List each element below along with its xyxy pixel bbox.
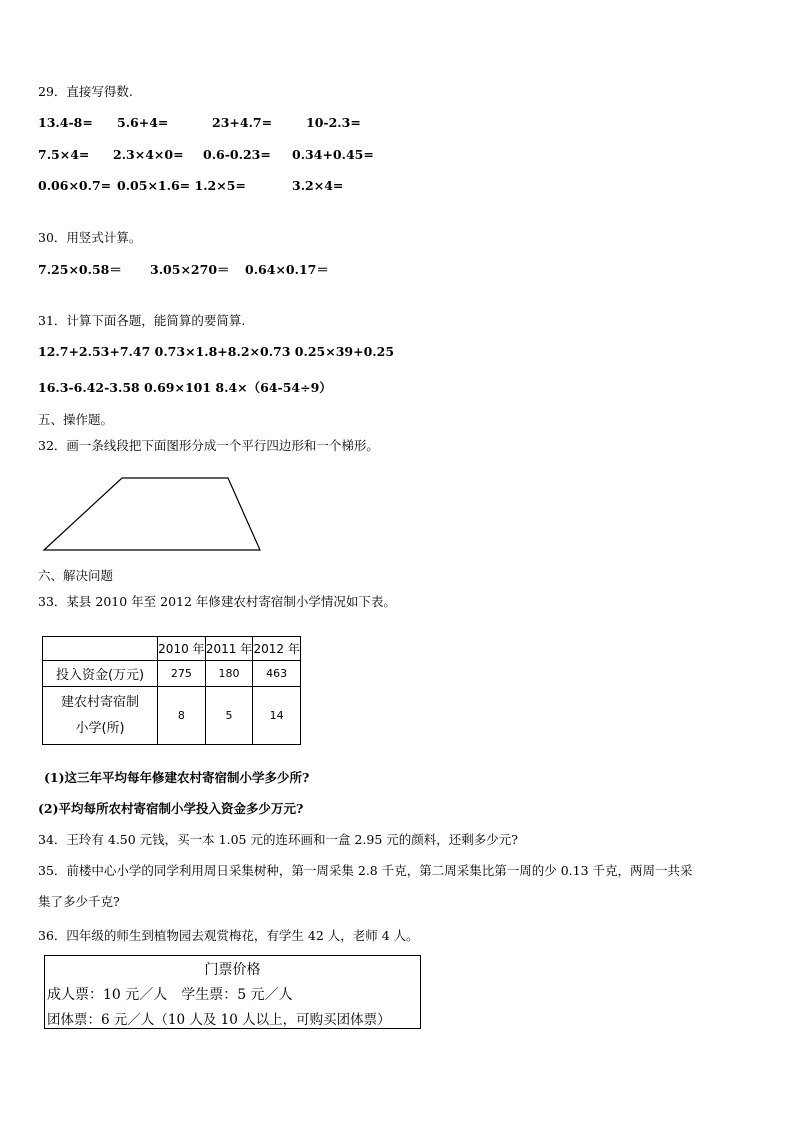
table-cell-investment-2010: 275 [158, 661, 206, 687]
table-header-2010: 2010 年 [158, 637, 206, 661]
q31-line-1: 12.7+2.53+7.47 0.73×1.8+8.2×0.73 0.25×39+0.25 [38, 344, 395, 359]
q34-text: 34．王玲有 4.50 元钱，买一本 1.05 元的连环画和一盒 2.95 元的颜料，还剩多少元? [38, 832, 518, 847]
ticket-price-line-1: 成人票：10 元／人 学生票：5 元／人 [47, 987, 293, 1003]
q33-data-table [42, 636, 301, 745]
q29-r3-c2: 0.05×1.6= 1.2×5= [117, 178, 246, 193]
schools-label-line-1: 建农村寄宿制 [61, 694, 140, 710]
q33-title: 33．某县 2010 年至 2012 年修建农村寄宿制小学情况如下表。 [38, 594, 396, 609]
q33-subquestion-1: (1)这三年平均每年修建农村寄宿制小学多少所? [44, 770, 310, 785]
table-cell-investment-2012: 463 [253, 661, 301, 687]
table-cell-schools-2012: 14 [253, 687, 301, 745]
q29-r3-c3: 3.2×4= [292, 178, 344, 193]
q35-line-2: 集了多少千克? [38, 894, 120, 909]
q31-title: 31．计算下面各题，能简算的要简算. [38, 313, 246, 328]
q29-r1-c3: 23+4.7= [212, 115, 273, 130]
table-row-investment-label: 投入资金(万元) [43, 661, 158, 687]
q31-line-2: 16.3-6.42-3.58 0.69×101 8.4×（64-54÷9） [38, 380, 332, 395]
q35-line-1: 35．前楼中心小学的同学利用周日采集树种，第一周采集 2.8 千克，第二周采集比第一周的少 0.13 千克，两周一共采 [38, 863, 693, 878]
q30-item-1: 7.25×0.58＝ [38, 262, 122, 277]
q29-r1-c1: 13.4-8= [38, 115, 93, 130]
q36-title: 36．四年级的师生到植物园去观赏梅花，有学生 42 人，老师 4 人。 [38, 928, 419, 943]
q29-r2-c3: 0.6-0.23= [203, 147, 271, 162]
schools-label-line-2: 小学(所) [75, 720, 125, 736]
ticket-price-line-2: 团体票：6 元／人（10 人及 10 人以上，可购买团体票） [47, 1012, 391, 1028]
trapezoid-shape [44, 478, 260, 550]
table-row-schools-label [43, 687, 158, 745]
q29-r2-c2: 2.3×4×0= [113, 147, 184, 162]
section-5-heading: 五、操作题。 [38, 412, 114, 427]
table-cell-investment-2011: 180 [205, 661, 253, 687]
table-cell-schools-2010: 8 [158, 687, 206, 745]
q29-r2-c4: 0.34+0.45= [292, 147, 374, 162]
q29-title: 29．直接写得数. [38, 84, 133, 99]
table-corner-cell [43, 637, 158, 661]
q29-r1-c4: 10-2.3= [306, 115, 361, 130]
q30-item-2: 3.05×270＝ [150, 262, 230, 277]
q29-r2-c1: 7.5×4= [38, 147, 90, 162]
q30-title: 30．用竖式计算。 [38, 230, 142, 245]
table-header-2012: 2012 年 [253, 637, 301, 661]
q29-r1-c2: 5.6+4= [117, 115, 169, 130]
section-6-heading: 六、解决问题 [38, 568, 114, 583]
q29-r3-c1: 0.06×0.7= [38, 178, 112, 193]
ticket-price-title: 门票价格 [204, 962, 261, 978]
table-cell-schools-2011: 5 [205, 687, 253, 745]
table-header-2011: 2011 年 [205, 637, 253, 661]
q33-subquestion-2: (2)平均每所农村寄宿制小学投入资金多少万元? [38, 801, 304, 816]
q32-title: 32．画一条线段把下面图形分成一个平行四边形和一个梯形。 [38, 438, 379, 453]
ticket-price-box [44, 955, 421, 1029]
q30-item-3: 0.64×0.17＝ [245, 262, 329, 277]
